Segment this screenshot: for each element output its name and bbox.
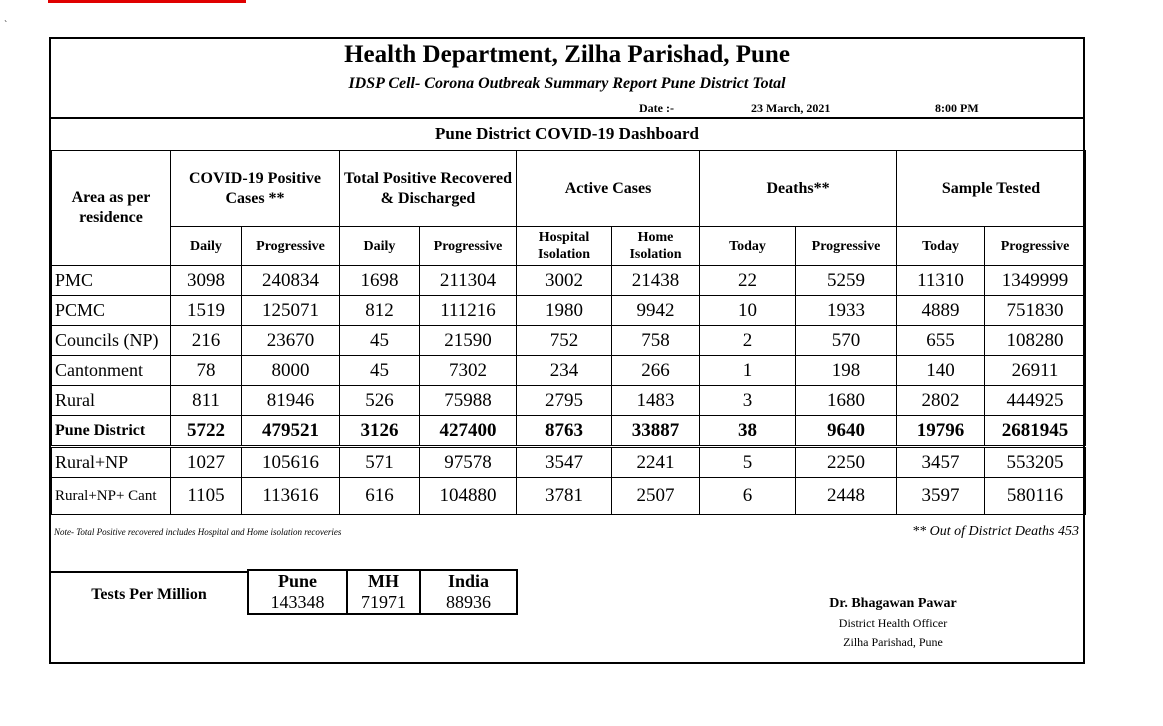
- table-cell: 5: [700, 447, 796, 478]
- table-cell: 211304: [420, 266, 517, 296]
- covid-data-table: [51, 150, 1086, 515]
- tpm-header-mh: MH: [347, 570, 420, 592]
- date-value: 23 March, 2021: [751, 101, 831, 115]
- row-area-label: PCMC: [52, 296, 171, 326]
- col-recovered-header: Total Positive Recovered & Discharged: [340, 151, 517, 227]
- col-deaths-header: Deaths**: [700, 151, 897, 227]
- report-subtitle: IDSP Cell- Corona Outbreak Summary Report Pune District Total: [348, 75, 786, 92]
- report-frame: [49, 37, 1085, 664]
- subheader: Progressive: [242, 227, 340, 266]
- table-cell: 125071: [242, 296, 340, 326]
- table-cell: 752: [517, 326, 612, 356]
- table-cell: 21590: [420, 326, 517, 356]
- table-cell: 140: [897, 356, 985, 386]
- table-cell: 751830: [985, 296, 1086, 326]
- table-cell: 19796: [897, 416, 985, 447]
- table-cell: 1933: [796, 296, 897, 326]
- tpm-value-pune: 143348: [248, 592, 347, 614]
- table-cell: 758: [612, 326, 700, 356]
- dashboard-title: Pune District COVID-19 Dashboard: [435, 124, 699, 143]
- table-cell: 6: [700, 478, 796, 515]
- divider: [51, 117, 1083, 119]
- subheader: Hospital Isolation: [517, 227, 612, 266]
- table-row: [52, 326, 1086, 356]
- table-row: [52, 386, 1086, 416]
- table-cell: 81946: [242, 386, 340, 416]
- subheader: Progressive: [796, 227, 897, 266]
- table-cell: 5722: [171, 416, 242, 447]
- table-cell: 2795: [517, 386, 612, 416]
- table-cell: 1980: [517, 296, 612, 326]
- table-cell: 105616: [242, 447, 340, 478]
- table-cell: 580116: [985, 478, 1086, 515]
- table-row: [52, 266, 1086, 296]
- tpm-value-india: 88936: [420, 592, 517, 614]
- table-row: [52, 416, 1086, 447]
- table-cell: 1698: [340, 266, 420, 296]
- table-cell: 234: [517, 356, 612, 386]
- table-cell: 266: [612, 356, 700, 386]
- table-cell: 2250: [796, 447, 897, 478]
- corner-mark: `: [4, 20, 8, 31]
- table-cell: 3098: [171, 266, 242, 296]
- table-cell: 570: [796, 326, 897, 356]
- row-area-label: Rural+NP: [52, 447, 171, 478]
- signature-block: [791, 596, 995, 650]
- table-cell: 7302: [420, 356, 517, 386]
- table-cell: 553205: [985, 447, 1086, 478]
- table-cell: 198: [796, 356, 897, 386]
- table-cell: 3002: [517, 266, 612, 296]
- table-cell: 9942: [612, 296, 700, 326]
- table-cell: 1483: [612, 386, 700, 416]
- table-cell: 4889: [897, 296, 985, 326]
- table-cell: 655: [897, 326, 985, 356]
- table-cell: 11310: [897, 266, 985, 296]
- col-area-header: Area as per residence: [52, 151, 171, 266]
- table-row: [52, 356, 1086, 386]
- table-cell: 444925: [985, 386, 1086, 416]
- table-cell: 811: [171, 386, 242, 416]
- table-cell: 108280: [985, 326, 1086, 356]
- table-cell: 3126: [340, 416, 420, 447]
- tpm-value-mh: 71971: [347, 592, 420, 614]
- table-cell: 75988: [420, 386, 517, 416]
- subheader: Daily: [171, 227, 242, 266]
- table-cell: 1: [700, 356, 796, 386]
- subheader: Daily: [340, 227, 420, 266]
- table-cell: 3457: [897, 447, 985, 478]
- tpm-header-india: India: [420, 570, 517, 592]
- row-area-label: PMC: [52, 266, 171, 296]
- table-cell: 23670: [242, 326, 340, 356]
- table-cell: 97578: [420, 447, 517, 478]
- table-cell: 2448: [796, 478, 897, 515]
- table-cell: 45: [340, 356, 420, 386]
- table-cell: 427400: [420, 416, 517, 447]
- officer-designation: District Health Officer: [838, 616, 948, 630]
- table-cell: 1349999: [985, 266, 1086, 296]
- table-cell: 3547: [517, 447, 612, 478]
- table-cell: 33887: [612, 416, 700, 447]
- table-cell: 240834: [242, 266, 340, 296]
- table-cell: 113616: [242, 478, 340, 515]
- table-cell: 8763: [517, 416, 612, 447]
- tests-per-million-table: [247, 569, 518, 615]
- subheader: Today: [700, 227, 796, 266]
- row-area-label: Rural+NP+ Cant: [52, 478, 171, 515]
- time-value: 8:00 PM: [935, 101, 979, 115]
- table-cell: 812: [340, 296, 420, 326]
- table-cell: 2802: [897, 386, 985, 416]
- table-cell: 78: [171, 356, 242, 386]
- col-positive-header: COVID-19 Positive Cases **: [171, 151, 340, 227]
- table-cell: 3: [700, 386, 796, 416]
- table-cell: 2: [700, 326, 796, 356]
- row-area-label: Pune District: [52, 416, 171, 447]
- col-active-header: Active Cases: [517, 151, 700, 227]
- tpm-header-pune: Pune: [248, 570, 347, 592]
- table-cell: 10: [700, 296, 796, 326]
- subheader: Home Isolation: [612, 227, 700, 266]
- tests-per-million-label: Tests Per Million: [51, 571, 247, 617]
- table-cell: 3781: [517, 478, 612, 515]
- footnote: Note- Total Positive recovered includes Hospital and Home isolation recoveries: [54, 527, 342, 537]
- table-row: [52, 478, 1086, 515]
- red-selection-bar: [48, 0, 246, 3]
- table-cell: 1105: [171, 478, 242, 515]
- officer-name: Dr. Bhagawan Pawar: [829, 596, 957, 611]
- table-cell: 1027: [171, 447, 242, 478]
- table-cell: 216: [171, 326, 242, 356]
- officer-office: Zilha Parishad, Pune: [843, 635, 943, 649]
- table-cell: 616: [340, 478, 420, 515]
- table-cell: 9640: [796, 416, 897, 447]
- table-cell: 3597: [897, 478, 985, 515]
- row-area-label: Rural: [52, 386, 171, 416]
- table-cell: 571: [340, 447, 420, 478]
- table-cell: 38: [700, 416, 796, 447]
- table-cell: 104880: [420, 478, 517, 515]
- out-of-district-note: ** Out of District Deaths 453: [912, 524, 1079, 539]
- table-cell: 2681945: [985, 416, 1086, 447]
- subheader: Today: [897, 227, 985, 266]
- table-cell: 22: [700, 266, 796, 296]
- table-cell: 2241: [612, 447, 700, 478]
- table-cell: 8000: [242, 356, 340, 386]
- table-row: [52, 296, 1086, 326]
- row-area-label: Councils (NP): [52, 326, 171, 356]
- subheader: Progressive: [985, 227, 1086, 266]
- row-area-label: Cantonment: [52, 356, 171, 386]
- report-title: Health Department, Zilha Parishad, Pune: [344, 41, 790, 68]
- table-cell: 1519: [171, 296, 242, 326]
- table-cell: 111216: [420, 296, 517, 326]
- table-cell: 526: [340, 386, 420, 416]
- table-cell: 45: [340, 326, 420, 356]
- table-cell: 1680: [796, 386, 897, 416]
- table-cell: 5259: [796, 266, 897, 296]
- col-sample-header: Sample Tested: [897, 151, 1086, 227]
- table-cell: 21438: [612, 266, 700, 296]
- table-cell: 2507: [612, 478, 700, 515]
- table-cell: 26911: [985, 356, 1086, 386]
- table-cell: 479521: [242, 416, 340, 447]
- table-row: [52, 447, 1086, 478]
- subheader: Progressive: [420, 227, 517, 266]
- date-label: Date :-: [639, 101, 674, 115]
